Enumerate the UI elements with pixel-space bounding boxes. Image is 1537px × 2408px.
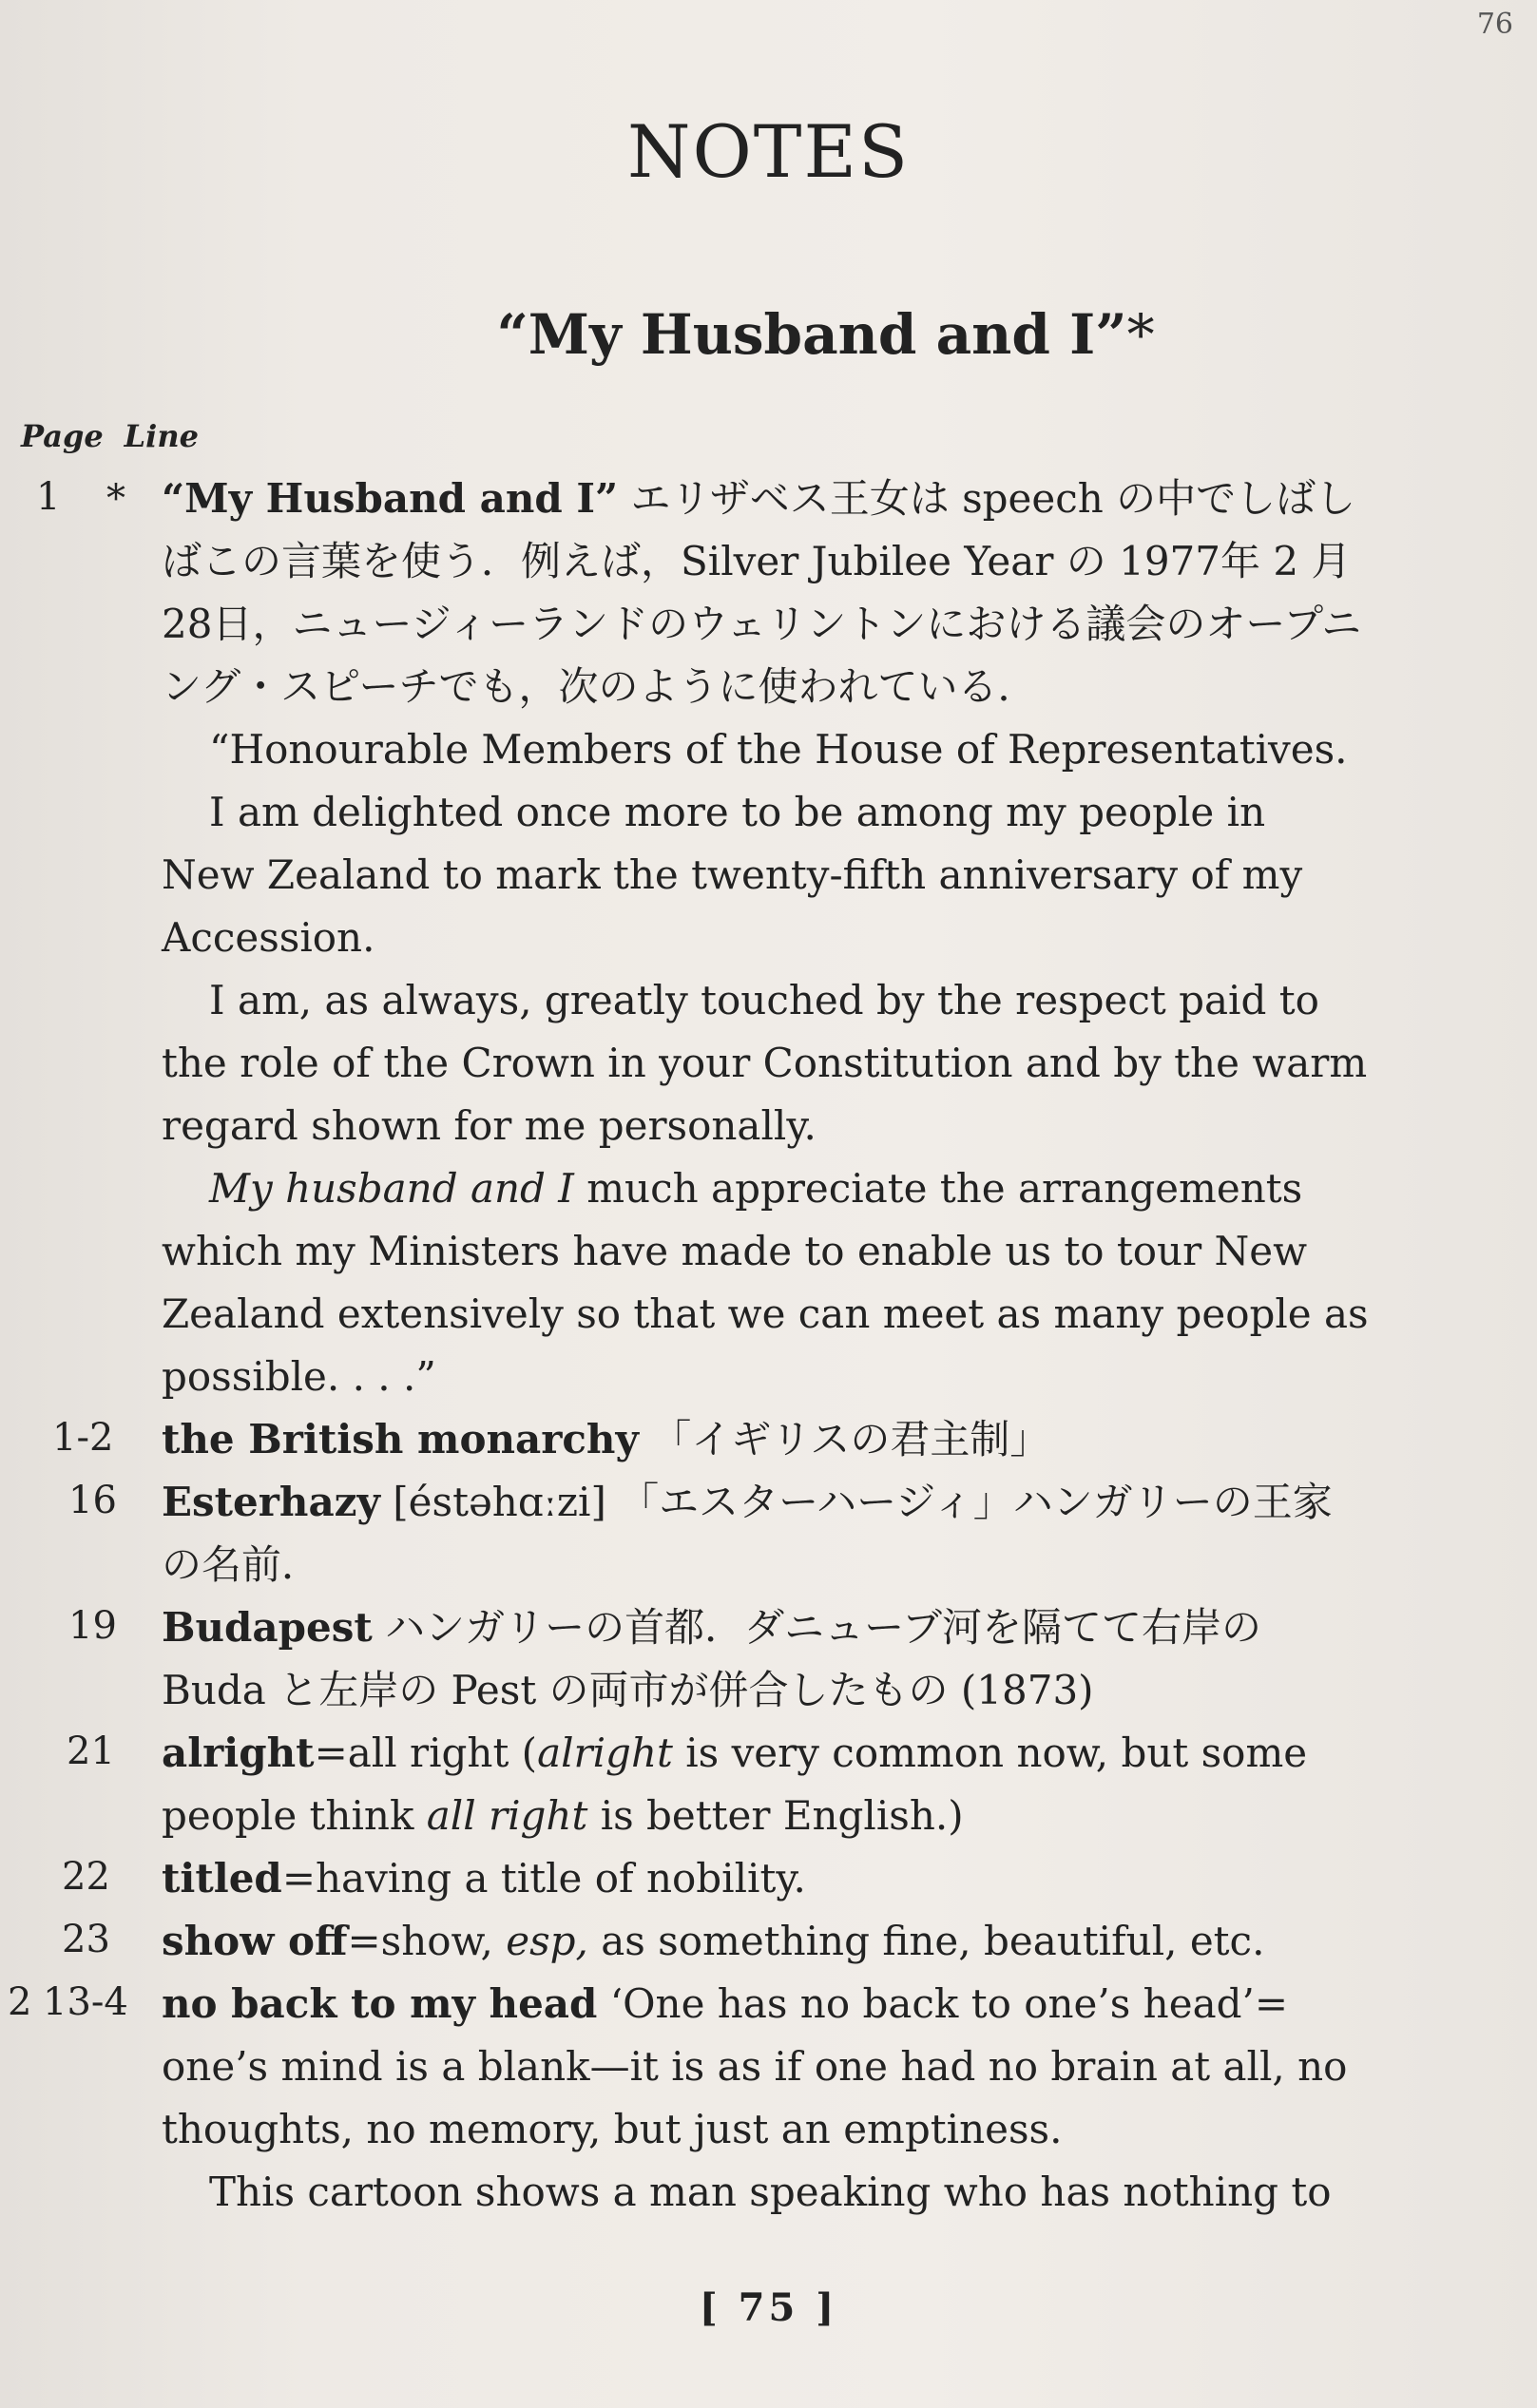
note-text (162, 1408, 1369, 1471)
line-column-label: Line (124, 418, 199, 454)
note-text (162, 468, 1369, 1408)
note-term: Esterhazy (162, 1479, 380, 1525)
note-text (162, 1722, 1369, 1847)
note-term: alright (162, 1730, 315, 1776)
note-gloss-italic: esp, (506, 1918, 588, 1964)
note-line-ref: 16 (68, 1479, 117, 1522)
note-gloss: エリザベス王女は speech の中でしばしばこの言葉を使う．例えば，Silver Jubilee Year の 1977年 2 月28日，ニュージィーランドのウェリントンにおける議会のオープニング・スピーチでも，次のように使われている． (162, 475, 1362, 710)
note-term: Budapest (162, 1604, 373, 1651)
quote-paragraph (162, 1157, 1369, 1408)
note-gloss: 「イギリスの君主制」 (638, 1416, 1050, 1462)
note-line-ref: 13-4 (43, 1980, 128, 2024)
note-page-ref: 1 (36, 475, 61, 519)
note-line-ref: 19 (68, 1604, 117, 1648)
quote-paragraph: I am delighted once more to be among my people in New Zealand to mark the twenty-fifth anniversary of my Accession. (162, 789, 1303, 961)
note-gloss: =show, (347, 1918, 507, 1964)
note-gloss: =having a title of nobility. (281, 1855, 806, 1902)
note-line-ref: 22 (62, 1855, 110, 1899)
section-title-text: “My Husband and I” (496, 302, 1127, 367)
quote-line: “Honourable Members of the House of Representatives. (209, 726, 1348, 773)
note-text (162, 1596, 1369, 1722)
quote-text: much appreciate the arrangements which my Ministers have made to enable us to tour New Zealand extensively so that we can meet as many people as possible. . . .” (162, 1165, 1369, 1400)
note-term: “My Husband and I” (162, 475, 619, 522)
note-term: no back to my head (162, 1980, 598, 2027)
note-term: show off (162, 1918, 348, 1964)
note-text (162, 1973, 1369, 2224)
note-text (162, 1847, 1369, 1910)
previous-page-number: 76 (1476, 8, 1513, 41)
quote-emphasis: My husband and I (209, 1165, 574, 1212)
note-line-ref: 1-2 (52, 1416, 114, 1460)
note-continuation: This cartoon shows a man speaking who has nothing to (209, 2169, 1332, 2215)
column-labels (21, 418, 199, 454)
note-text (162, 1471, 1369, 1596)
note-line-ref: 23 (62, 1918, 110, 1961)
note-gloss: [éstəhɑːzi] 「エスターハージィ」ハンガリーの王家の名前． (162, 1479, 1333, 1588)
note-term: the British monarchy (162, 1416, 639, 1462)
note-page-ref: 2 (8, 1980, 32, 2024)
page-number: [ 75 ] (699, 2285, 838, 2330)
note-gloss: is very common now, but some people think (162, 1730, 1308, 1839)
page-column-label: Page (21, 418, 104, 454)
note-gloss-italic: all right (426, 1792, 588, 1839)
section-title (0, 302, 1537, 367)
note-text (162, 1910, 1369, 1973)
note-gloss: is better English.) (587, 1792, 964, 1839)
quote-paragraph: I am, as always, greatly touched by the respect paid to the role of the Crown in your Constitution and by the warm regard shown for me personally. (162, 977, 1368, 1149)
note-gloss: =all right ( (314, 1730, 538, 1776)
note-gloss: as something fine, beautiful, etc. (587, 1918, 1265, 1964)
note-line-ref: * (106, 477, 125, 521)
note-term: titled (162, 1855, 282, 1902)
section-title-mark: * (1126, 302, 1155, 367)
note-gloss-italic: alright (537, 1730, 673, 1776)
page-title: NOTES (626, 109, 911, 194)
note-line-ref: 21 (67, 1730, 115, 1773)
note-gloss: ‘One has no back to one’s head’= one’s mind is a blank—it is as if one had no brain at all, no thoughts, no memory, but just an emptiness. (162, 1980, 1348, 2152)
note-gloss: ハンガリーの首都．ダニューブ河を隔てて右岸の Buda と左岸の Pest の両市が併合したもの (1873) (162, 1604, 1262, 1713)
